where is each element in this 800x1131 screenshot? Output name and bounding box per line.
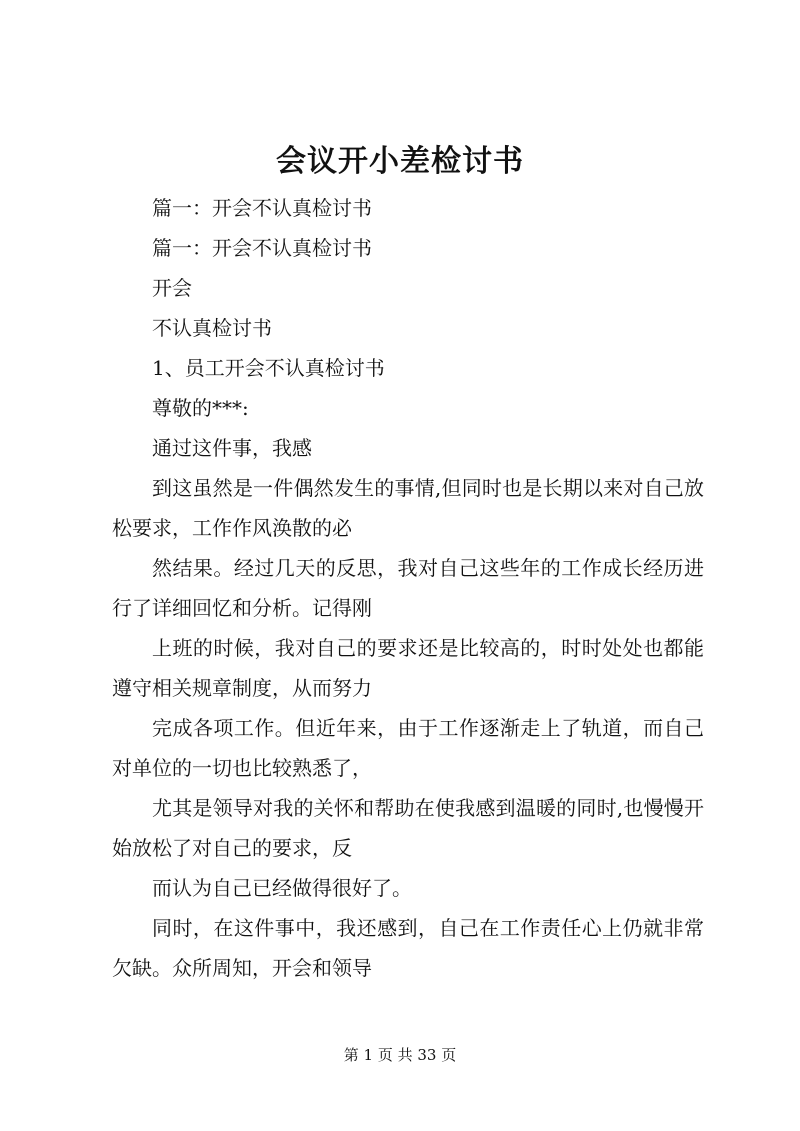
paragraph-3: 开会 — [152, 276, 192, 300]
paragraph-9: 然结果。经过几天的反思，我对自己这些年的工作成长经历进行了详细回忆和分析。记得刚 — [112, 556, 704, 620]
paragraph-6: 尊敬的***: — [152, 396, 249, 420]
paragraph-13: 而认为自己已经做得很好了。 — [152, 876, 412, 900]
paragraph-7: 通过这件事，我感 — [152, 436, 312, 460]
paragraph-10: 上班的时候，我对自己的要求还是比较高的，时时处处也都能遵守相关规章制度，从而努力 — [112, 636, 704, 700]
document-title: 会议开小差检讨书 — [276, 144, 524, 179]
page-footer: 第 1 页 共 33 页 — [343, 1046, 457, 1064]
paragraph-1: 篇一：开会不认真检讨书 — [152, 196, 372, 220]
document-body — [112, 188, 704, 988]
paragraph-8: 到这虽然是一件偶然发生的事情,但同时也是长期以来对自己放松要求，工作作风涣散的必 — [112, 476, 704, 540]
paragraph-2: 篇一：开会不认真检讨书 — [152, 236, 372, 260]
paragraph-12: 尤其是领导对我的关怀和帮助在使我感到温暖的同时,也慢慢开始放松了对自己的要求，反 — [112, 796, 704, 860]
paragraph-11: 完成各项工作。但近年来，由于工作逐渐走上了轨道，而自己对单位的一切也比较熟悉了， — [112, 716, 704, 780]
paragraph-5: 1、员工开会不认真检讨书 — [152, 356, 385, 380]
paragraph-14: 同时，在这件事中，我还感到，自己在工作责任心上仍就非常欠缺。众所周知，开会和领导 — [112, 916, 704, 980]
paragraph-4: 不认真检讨书 — [152, 316, 272, 340]
